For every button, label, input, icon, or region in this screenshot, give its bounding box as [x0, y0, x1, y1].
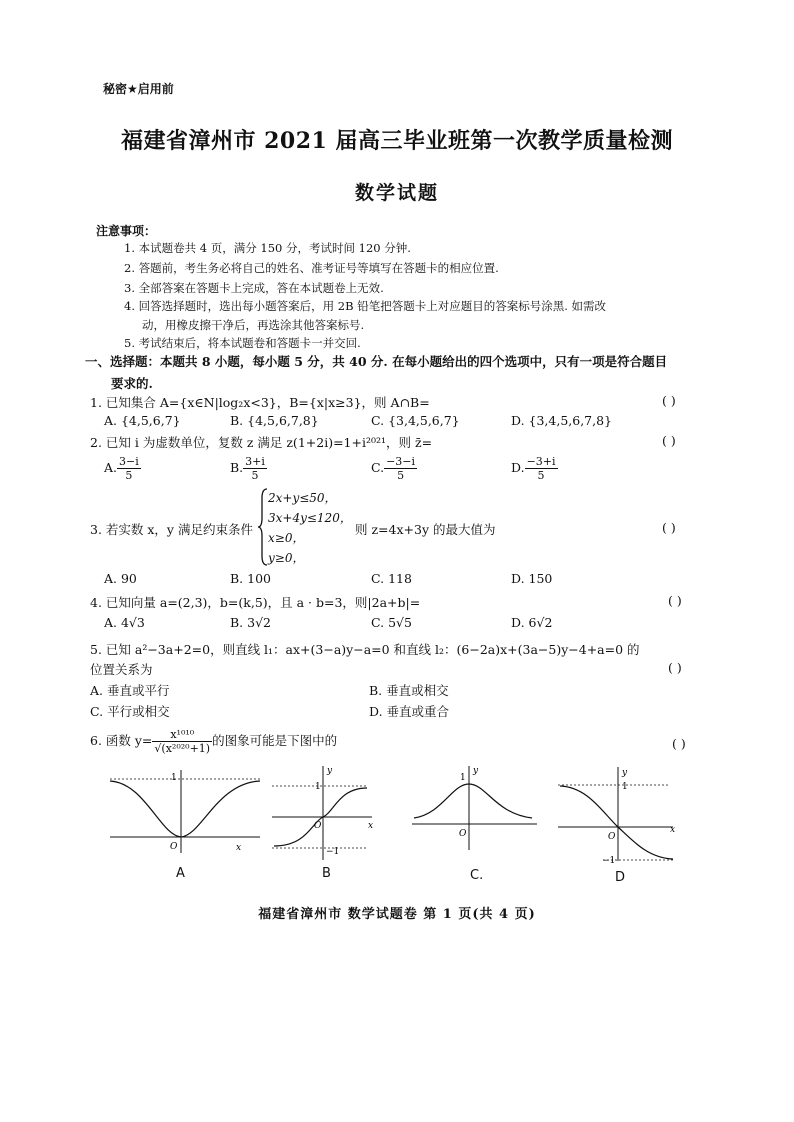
q4-answer-paren: ( )	[668, 593, 682, 608]
q1-stem: 1. 已知集合 A={x∈N|log₂x<3}，B={x|x≥3}，则 A∩B=	[90, 395, 430, 410]
q3-constraint: y≥0，	[268, 551, 305, 565]
q6-graph-b	[272, 762, 382, 862]
origin-label: O	[314, 821, 322, 831]
origin-label: O	[459, 829, 467, 839]
q2-option-c: C. $\frac{-3-i}{5}$	[371, 455, 416, 482]
exam-title: 福建省漳州市 2021 届高三毕业班第一次教学质量检测	[120, 128, 674, 154]
q3-constraint: 3x+4y≤120，	[268, 511, 352, 525]
q3-stem-pre: 3. 若实数 x，y 满足约束条件	[90, 522, 253, 537]
notice-heading: 注意事项：	[96, 224, 157, 238]
q3-option-a: A. 90	[104, 571, 137, 586]
q3-constraint: 2x+y≤50，	[268, 491, 337, 505]
notice-item: 2. 答题前，考生务必将自己的姓名、准考证号等填写在答题卡的相应位置.	[124, 261, 499, 275]
q5-stem-line1: 5. 已知 a²−3a+2=0，则直线 l₁：ax+(3−a)y−a=0 和直线 l₂：(6−2a)x+(3a−5)y−4+a=0 的	[90, 642, 640, 657]
q1-answer-paren: ( )	[662, 393, 676, 408]
confidential-label: 秘密★启用前	[103, 82, 174, 96]
y-axis-label: y	[327, 766, 333, 776]
q1-option-d: D. {3,4,5,6,7,8}	[511, 413, 613, 428]
q6-graph-c-label: C.	[470, 868, 484, 883]
q2-answer-paren: ( )	[662, 433, 676, 448]
q2-stem: 2. 已知 i 为虚数单位，复数 z 满足 z(1+2i)=1+i²⁰²¹，则 z̄=	[90, 435, 433, 450]
q6-graph-a-label: A	[176, 866, 185, 881]
q3-option-d: D. 150	[511, 571, 553, 586]
axis-tick-label: −1	[602, 856, 616, 865]
q5-option-b: B. 垂直或相交	[369, 683, 449, 698]
q3-constraint: x≥0，	[268, 531, 305, 545]
section-heading: 一、选择题：本题共 8 小题，每小题 5 分，共 40 分. 在每小题给出的四个选项中，只有一项是符合题目	[85, 354, 668, 369]
q5-option-d: D. 垂直或重合	[369, 704, 450, 719]
q5-option-a: A. 垂直或平行	[90, 683, 170, 698]
q2-option-d: D. $\frac{-3+i}{5}$	[511, 455, 556, 482]
notice-item: 1. 本试题卷共 4 页，满分 150 分，考试时间 120 分钟.	[124, 241, 411, 255]
notice-item: 3. 全部答案在答题卡上完成，答在本试题卷上无效.	[124, 281, 384, 295]
q6-stem: 6. 函数 y= $\frac{\text{x¹⁰¹⁰}}{\text{√(x²⁰²⁰+1)}}$ 的图象可能是下图中的	[90, 728, 338, 755]
q4-option-a: A. 4√3	[104, 615, 145, 630]
q3-option-b: B. 100	[230, 571, 271, 586]
x-axis-label: x	[670, 825, 676, 835]
axis-tick-label: −1	[326, 847, 340, 857]
exam-subtitle: 数学试题	[354, 182, 439, 204]
x-axis-label: x	[368, 821, 374, 831]
y-axis-label: y	[473, 766, 479, 776]
section-heading-cont: 要求的.	[111, 376, 153, 391]
q1-option-c: C. {3,4,5,6,7}	[371, 413, 460, 428]
origin-label: O	[608, 832, 616, 842]
q3-option-c: C. 118	[371, 571, 412, 586]
q2-option-a: A. $\frac{3-i}{5}$	[104, 455, 139, 482]
axis-tick-label: 1	[622, 782, 628, 792]
q6-graph-a	[110, 765, 270, 857]
q4-option-b: B. 3√2	[230, 615, 272, 630]
q4-stem: 4. 已知向量 a=(2,3)，b=(k,5)，且 a · b=3，则|2a+b|=	[90, 595, 421, 610]
q4-option-d: D. 6√2	[511, 615, 553, 630]
axis-tick-label: 1	[460, 773, 466, 783]
y-axis-label: y	[622, 768, 628, 778]
q5-answer-paren: ( )	[668, 660, 682, 675]
q6-graph-b-label: B	[322, 866, 331, 881]
origin-label: O	[170, 842, 178, 852]
page-footer: 福建省漳州市 数学试题卷 第 1 页(共 4 页)	[258, 907, 536, 922]
q1-option-b: B. {4,5,6,7,8}	[230, 413, 319, 428]
q6-graph-d	[558, 765, 683, 865]
axis-tick-label: 1	[171, 773, 177, 783]
notice-item: 动，用橡皮擦干净后，再选涂其他答案标号.	[142, 318, 365, 332]
q3-stem-post: 则 z=4x+3y 的最大值为	[355, 522, 496, 537]
q6-graph-c	[412, 762, 542, 854]
q2-option-b: B. $\frac{3+i}{5}$	[230, 455, 265, 482]
q3-answer-paren: ( )	[662, 520, 676, 535]
q5-option-c: C. 平行或相交	[90, 704, 170, 719]
q5-stem-line2: 位置关系为	[90, 662, 153, 677]
notice-item: 5. 考试结束后，将本试题卷和答题卡一并交回.	[124, 336, 361, 350]
q6-answer-paren: ( )	[672, 736, 686, 751]
axis-tick-label: 1	[315, 782, 321, 792]
q6-graph-d-label: D	[615, 870, 626, 885]
q1-option-a: A. {4,5,6,7}	[104, 413, 181, 428]
x-axis-label: x	[236, 843, 242, 853]
notice-item: 4. 回答选择题时，选出每小题答案后，用 2B 铅笔把答题卡上对应题目的答案标号涂黑. 如需改	[124, 299, 607, 313]
q4-option-c: C. 5√5	[371, 615, 412, 630]
